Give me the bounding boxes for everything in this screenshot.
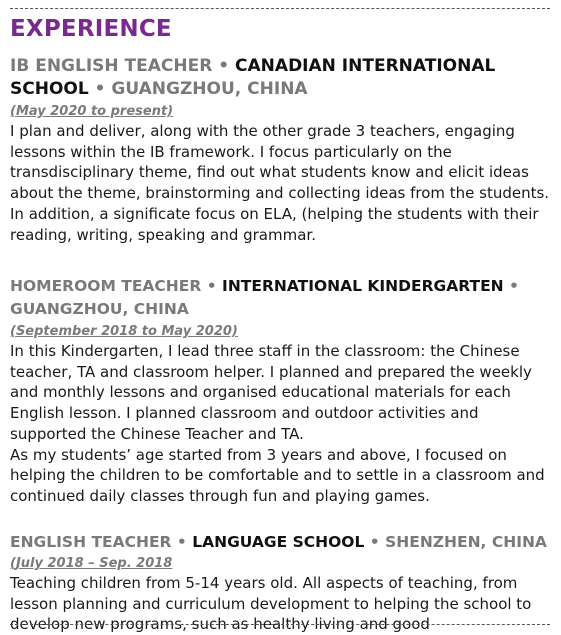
description-paragraph: I plan and deliver, along with the other grade 3 teachers, engaging lessons within the IB framework. I focus particularly on the transdisciplinary theme, find out what students know and elicit ideas about the theme, brainstorming and collecting ideas from the students. In addition, a significate focus on ELA, (helping the students with their reading, writing, speaking and grammar. — [10, 122, 550, 244]
job-location: GUANGZHOU, CHINA — [111, 79, 308, 99]
job-dates: (September 2018 to May 2020) — [10, 324, 238, 339]
job-role: ENGLISH TEACHER — [10, 533, 172, 551]
description-paragraph: Teaching children from 5-14 years old. All aspects of teaching, from lesson planning and curriculum development to helping the school to develop new programs, such as healthy living and good — [10, 574, 532, 634]
job-role: IB ENGLISH TEACHER — [10, 56, 213, 76]
separator-bullet: • — [176, 533, 187, 551]
job-dates: (May 2020 to present) — [10, 104, 174, 119]
job-heading — [10, 275, 550, 321]
separator-bullet: • — [509, 277, 519, 295]
job-employer-cont: SCHOOL — [10, 79, 89, 99]
separator-bullet: • — [206, 277, 217, 295]
separator-bullet: • — [369, 533, 380, 551]
job-employer: LANGUAGE SCHOOL — [192, 533, 365, 551]
separator-bullet: • — [94, 79, 106, 99]
job-description — [10, 573, 550, 635]
bottom-divider — [10, 624, 550, 625]
description-paragraph: In this Kindergarten, I lead three staff in the classroom: the Chinese teacher, TA and classroom helper. I planned and prepared the weekly and monthly lessons and organised educational materials for each English lesson. I planned classroom and outdoor activities and supported the Chinese Teacher and TA. — [10, 342, 532, 443]
job-description — [10, 341, 550, 507]
job-role: HOMEROOM TEACHER — [10, 277, 202, 295]
job-location: SHENZHEN, CHINA — [385, 533, 547, 551]
job-employer: INTERNATIONAL KINDERGARTEN — [222, 277, 504, 295]
job-description — [10, 121, 550, 245]
description-paragraph: As my students’ age started from 3 years and above, I focused on helping the children to be comfortable and to settle in a classroom and continued daily classes through fun and playing games. — [10, 445, 545, 505]
job-employer: CANADIAN INTERNATIONAL — [235, 56, 496, 76]
top-divider — [10, 8, 550, 9]
job-entry-2 — [10, 275, 550, 507]
job-heading — [10, 55, 550, 101]
job-entry-3 — [10, 531, 550, 635]
job-dates: (July 2018 – Sep. 2018 — [10, 556, 173, 571]
separator-bullet: • — [218, 56, 230, 76]
job-heading — [10, 531, 550, 554]
job-location: GUANGZHOU, CHINA — [10, 300, 189, 318]
section-title: EXPERIENCE — [10, 16, 172, 42]
job-entry-1 — [10, 55, 550, 245]
